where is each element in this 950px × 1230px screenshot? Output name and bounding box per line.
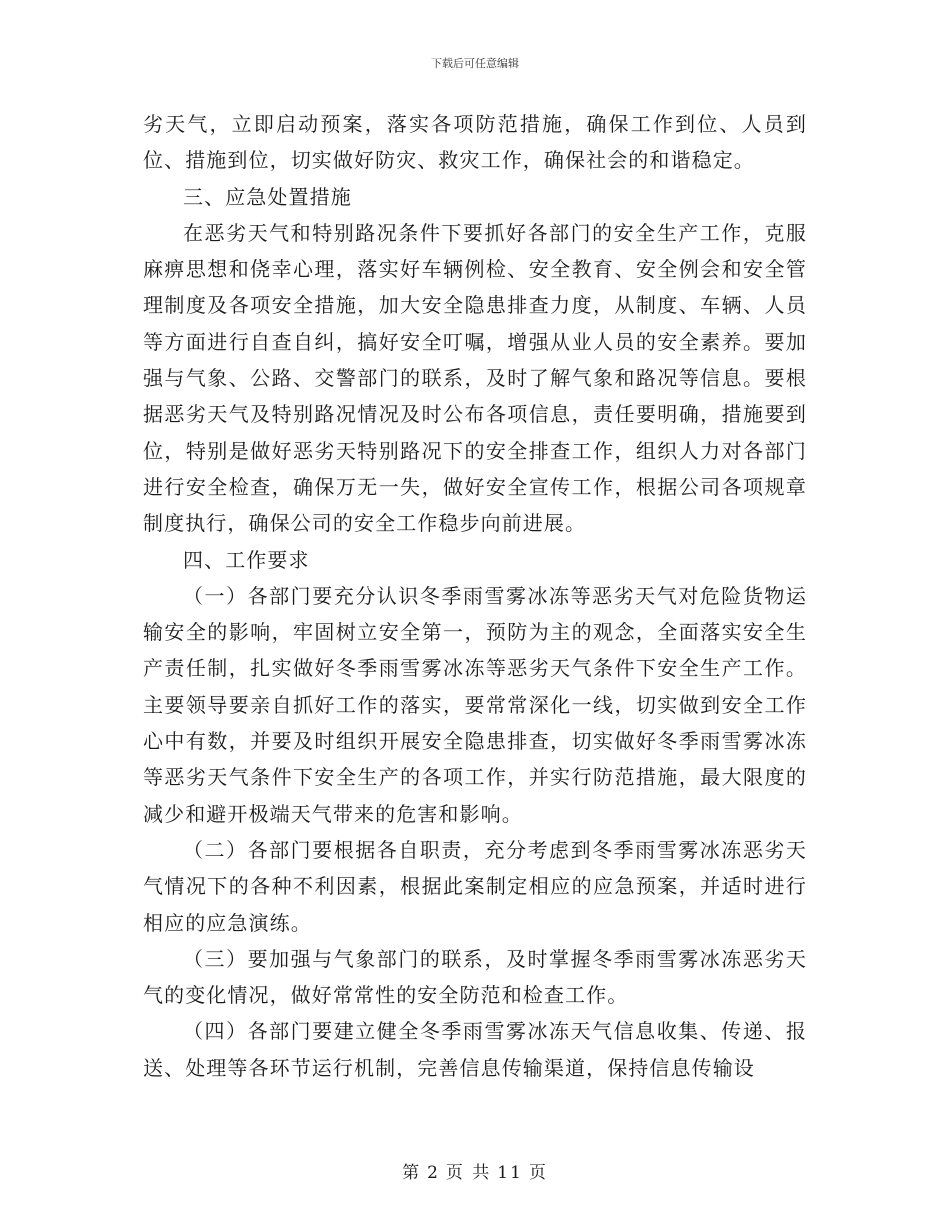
paragraph-emergency-measures: 在恶劣天气和特别路况条件下要抓好各部门的安全生产工作，克服麻痹思想和侥幸心理，落实好车辆例检、安全教育、安全例会和安全管理制度及各项安全措施，加大安全隐患排查力度，从制度、车辆、人员等方面进行自查自纠，搞好安全叮嘱，增强从业人员的安全素养。要加强与气象、公路、交警部门的联系，及时了解气象和路况等信息。要根据恶劣天气及特别路况情况及时公布各项信息，责任要明确，措施要到位，特别是做好恶劣天特别路况下的安全排查工作，组织人力对各部门进行安全检查，确保万无一失，做好安全宣传工作，根据公司各项规章制度执行，确保公司的安全工作稳步向前进展。 bbox=[143, 220, 807, 536]
footer-suffix: 页 bbox=[528, 1163, 548, 1183]
document-body bbox=[143, 106, 807, 1086]
paragraph-requirement-4: （四）各部门要建立健全冬季雨雪雾冰冻天气信息收集、传递、报送、处理等各环节运行机制，完善信息传输渠道，保持信息传输设 bbox=[143, 1019, 807, 1080]
footer-prefix: 第 bbox=[402, 1163, 422, 1183]
paragraph-requirement-3: （三）要加强与气象部门的联系，及时掌握冬季雨雪雾冰冻恶劣天气的变化情况，做好常常性的安全防范和检查工作。 bbox=[143, 946, 807, 1008]
page-number-footer bbox=[0, 1158, 950, 1183]
footer-mid: 页 共 bbox=[445, 1163, 492, 1183]
section-heading-emergency-measures: 三、应急处置措施 bbox=[183, 184, 352, 209]
footer-total-pages: 11 bbox=[497, 1163, 523, 1183]
paragraph-requirement-2: （二）各部门要根据各自职责，充分考虑到冬季雨雪雾冰冻恶劣天气情况下的各种不利因素，根据此案制定相应的应急预案，并适时进行相应的应急演练。 bbox=[143, 837, 807, 935]
paragraph-continuation: 劣天气，立即启动预案，落实各项防范措施，确保工作到位、人员到位、措施到位，切实做好防灾、救灾工作，确保社会的和谐稳定。 bbox=[143, 112, 807, 173]
page-header-note: 下载后可任意编辑 bbox=[431, 57, 519, 70]
section-heading-work-requirements: 四、工作要求 bbox=[183, 547, 310, 572]
footer-current-page: 2 bbox=[427, 1163, 440, 1183]
paragraph-requirement-1: （一）各部门要充分认识冬季雨雪雾冰冻等恶劣天气对危险货物运输安全的影响，牢固树立安全第一，预防为主的观念，全面落实安全生产责任制，扎实做好冬季雨雪雾冰冻等恶劣天气条件下安全生产工作。主要领导要亲自抓好工作的落实，要常常深化一线，切实做到安全工作心中有数，并要及时组织开展安全隐患排查，切实做好冬季雨雪雾冰冻等恶劣天气条件下安全生产的各项工作，并实行防范措施，最大限度的减少和避开极端天气带来的危害和影响。 bbox=[143, 583, 807, 826]
